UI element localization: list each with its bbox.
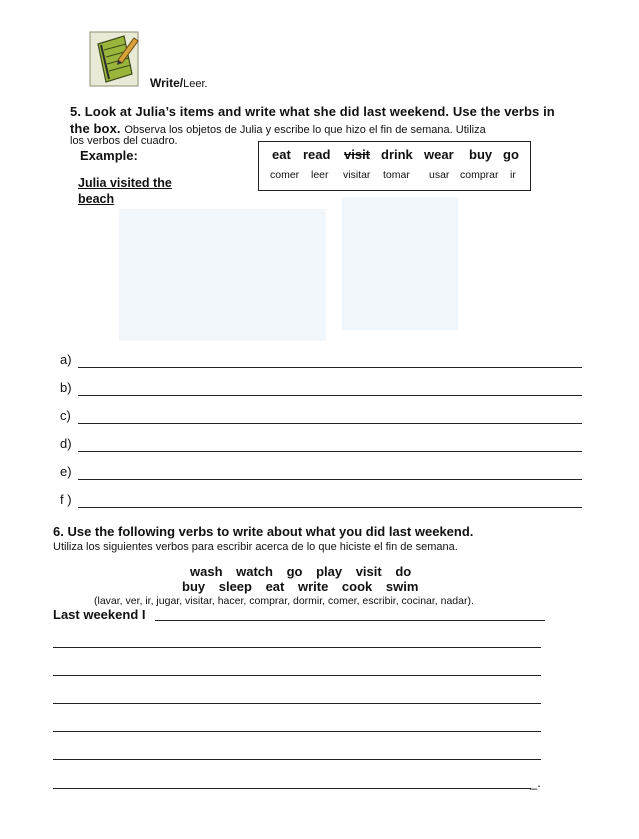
writing-line[interactable] [53, 647, 541, 648]
answer-line-e[interactable] [60, 464, 582, 480]
verb-translation: (lavar, ver, ir, jugar, visitar, hacer, comprar, dormir, comer, escribir, cocinar, nadar). [94, 595, 474, 607]
verb-visitar: visitar [343, 169, 371, 181]
answer-label: f ) [60, 492, 72, 507]
section6-title-es: Utiliza los siguientes verbos para escribir acerca de lo que hiciste el fin de semana. [53, 541, 458, 553]
last-weekend-label: Last weekend I [53, 607, 146, 622]
answer-label: c) [60, 408, 71, 423]
example-answer: Julia visited the beach [78, 176, 172, 206]
julia-items-image [119, 209, 326, 341]
answer-label: b) [60, 380, 72, 395]
writing-line[interactable] [53, 759, 541, 760]
writing-line[interactable] [155, 620, 545, 621]
writing-line[interactable] [53, 731, 541, 732]
title-write: Write/ [150, 76, 184, 90]
answer-line-a[interactable] [60, 352, 582, 368]
answer-line-b[interactable] [60, 380, 582, 396]
answer-label: a) [60, 352, 72, 367]
writing-line[interactable] [53, 703, 541, 704]
answer-label: e) [60, 464, 72, 479]
writing-line[interactable] [53, 788, 531, 789]
section5-title-es-line2: los verbos del cuadro. [70, 135, 178, 147]
answer-label: d) [60, 436, 72, 451]
title-leer: Leer. [183, 78, 208, 90]
notebook-pencil-icon [88, 30, 140, 88]
verb-wear: wear [424, 147, 454, 162]
end-mark: _. [530, 775, 541, 790]
answer-line-f[interactable] [60, 492, 582, 508]
verb-go: go [503, 147, 519, 162]
verb-list-row2: buy sleep eat write cook swim [182, 579, 419, 594]
answer-line-c[interactable] [60, 408, 582, 424]
verb-read: read [303, 147, 331, 162]
example-label: Example: [80, 148, 138, 163]
verb-visit: visit [344, 147, 371, 162]
verb-tomar: tomar [383, 169, 410, 181]
verb-ir: ir [510, 169, 516, 181]
verb-eat: eat [272, 147, 291, 162]
verb-leer: leer [311, 169, 329, 181]
verb-list-row1: wash watch go play visit do [190, 564, 412, 579]
verb-buy: buy [469, 147, 493, 162]
verb-comer: comer [270, 169, 300, 181]
verb-drink: drink [381, 147, 413, 162]
verb-comprar: comprar [460, 169, 499, 181]
section5-title-en: 5. Look at Julia’s items and write what she did last weekend. Use the verbs in the box. [70, 104, 555, 136]
section5-instructions [70, 103, 560, 139]
section5-title-es: Observa los objetos de Julia y escribe lo que hizo el fin de semana. Utiliza [124, 124, 486, 136]
page-title [150, 76, 208, 90]
writing-line[interactable] [53, 675, 541, 676]
section6-title-en: 6. Use the following verbs to write about what you did last weekend. [53, 524, 474, 539]
julia-items-image-2 [342, 197, 458, 330]
verb-usar: usar [429, 169, 450, 181]
verb-box [258, 141, 531, 191]
answer-line-d[interactable] [60, 436, 582, 452]
